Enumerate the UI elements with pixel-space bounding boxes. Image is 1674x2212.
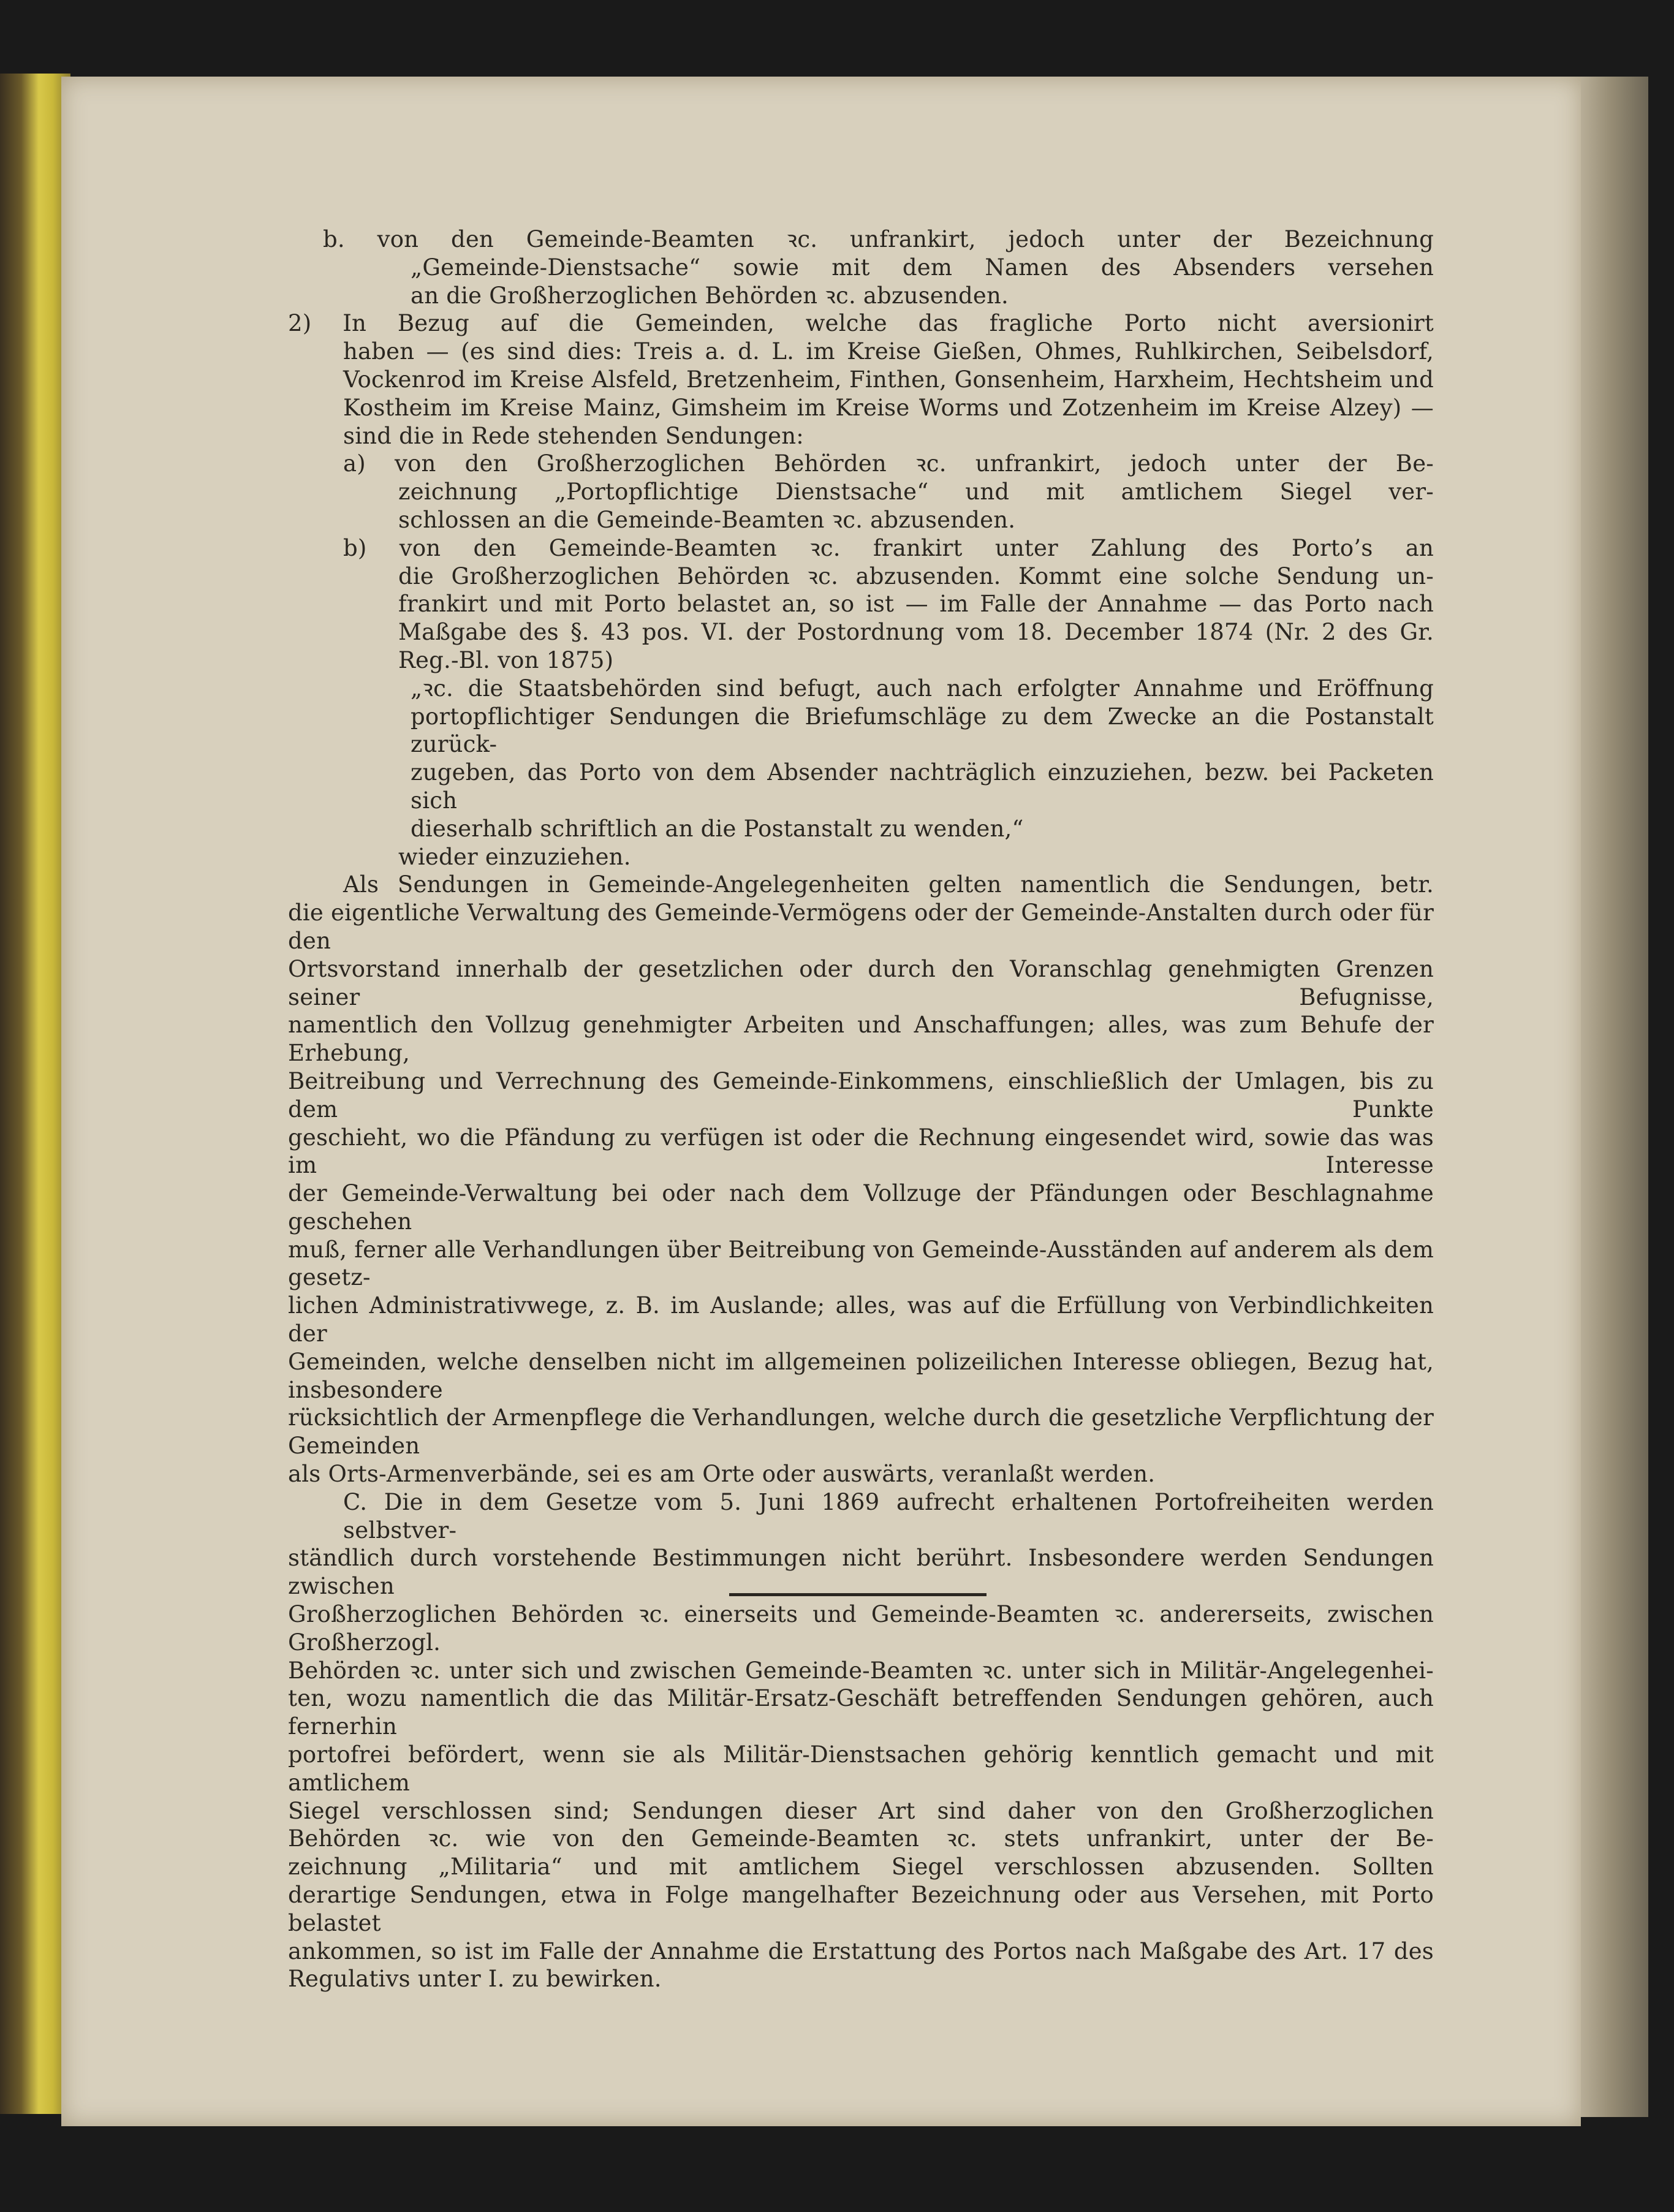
text-line: zeichnung „Militaria“ und mit amtlichem Siegel verschlossen abzusenden. Sollten — [288, 1854, 1434, 1881]
text-line: portopflichtiger Sendungen die Briefumschläge zu dem Zwecke an die Postanstalt zurück- — [411, 703, 1434, 758]
text-line: Maßgabe des §. 43 pos. VI. der Postordnung vom 18. December 1874 (Nr. 2 des Gr. — [398, 619, 1434, 646]
text-line: muß, ferner alle Verhandlungen über Beitreibung von Gemeinde-Ausständen auf anderem als dem gesetz- — [288, 1236, 1434, 1291]
text-line: die eigentliche Verwaltung des Gemeinde-Vermögens oder der Gemeinde-Anstalten durch oder für den — [288, 900, 1434, 954]
text-line: Regulativs unter I. zu bewirken. — [288, 1966, 662, 1993]
text-line: ankommen, so ist im Falle der Annahme die Erstattung des Portos nach Maßgabe des Art. 17 des — [288, 1937, 1434, 1964]
text-line: Siegel verschlossen sind; Sendungen dieser Art sind daher von den Großherzoglichen — [288, 1797, 1434, 1824]
text-line: Beitreibung und Verrechnung des Gemeinde-Einkommens, einschließlich der Umlagen, bis zu dem Punkte — [288, 1067, 1434, 1123]
text-line: Großherzoglichen Behörden ꝛc. einerseits und Gemeinde-Beamten ꝛc. andererseits, zwischen Großherzogl. — [288, 1601, 1434, 1656]
text-line: geschieht, wo die Pfändung zu verfügen ist oder die Rechnung eingesendet wird, sowie das was im Interesse — [288, 1124, 1434, 1179]
text-line: Ortsvorstand innerhalb der gesetzlichen oder durch den Voranschlag genehmigten Grenzen seiner Befugnisse, — [288, 955, 1434, 1010]
text-line: Kostheim im Kreise Mainz, Gimsheim im Kreise Worms und Zotzenheim im Kreise Alzey) — — [343, 394, 1434, 421]
text-line: „ꝛc. die Staatsbehörden sind befugt, auch nach erfolgter Annahme und Eröffnung — [411, 675, 1434, 702]
text-line: schlossen an die Gemeinde-Beamten ꝛc. abzusenden. — [398, 506, 1016, 533]
text-line: sind die in Rede stehenden Sendungen: — [343, 422, 804, 449]
text-line: b. von den Gemeinde-Beamten ꝛc. unfrankirt, jedoch unter der Bezeichnung — [323, 226, 1434, 252]
text-line: als Orts-Armenverbände, sei es am Orte oder auswärts, veranlaßt werden. — [288, 1461, 1156, 1488]
text-line: portofrei befördert, wenn sie als Militär-Dienstsachen gehörig kenntlich gemacht und mit amtlichem — [288, 1741, 1434, 1796]
text-line: Reg.-Bl. von 1875) — [398, 646, 614, 673]
text-line: ten, wozu namentlich die das Militär-Ersatz-Geschäft betreffenden Sendungen gehören, auch fernerhin — [288, 1685, 1434, 1740]
text-line: wieder einzuziehen. — [398, 843, 631, 870]
section-divider — [729, 1593, 987, 1596]
text-line: derartige Sendungen, etwa in Folge mangelhafter Bezeichnung oder aus Versehen, mit Porto belastet — [288, 1882, 1434, 1936]
text-line: a) von den Großherzoglichen Behörden ꝛc. unfrankirt, jedoch unter der Be- — [343, 450, 1434, 477]
text-line: 2) In Bezug auf die Gemeinden, welche das fragliche Porto nicht aversionirt — [288, 310, 1434, 337]
text-line: Behörden ꝛc. unter sich und zwischen Gemeinde-Beamten ꝛc. unter sich in Militär-Angelegenhei- — [288, 1657, 1434, 1684]
text-line: zugeben, das Porto von dem Absender nachträglich einzuziehen, bezw. bei Packeten sich — [411, 759, 1434, 814]
text-line: rücksichtlich der Armenpflege die Verhandlungen, welche durch die gesetzliche Verpflichtung der Gemeinden — [288, 1404, 1434, 1460]
text-line: haben — (es sind dies: Treis a. d. L. im Kreise Gießen, Ohmes, Ruhlkirchen, Seibelsdorf, — [343, 338, 1434, 365]
text-line: namentlich den Vollzug genehmigter Arbeiten und Anschaffungen; alles, was zum Behufe der Erhebung, — [288, 1012, 1434, 1067]
document-text — [288, 225, 1434, 1993]
page-edge — [1581, 77, 1648, 2117]
text-line: frankirt und mit Porto belastet an, so ist — im Falle der Annahme — das Porto nach — [398, 591, 1434, 618]
text-line: ständlich durch vorstehende Bestimmungen nicht berührt. Insbesondere werden Sendungen zwischen — [288, 1545, 1434, 1600]
text-line: die Großherzoglichen Behörden ꝛc. abzusenden. Kommt eine solche Sendung un- — [398, 562, 1434, 589]
text-line: zeichnung „Portopflichtige Dienstsache“ und mit amtlichem Siegel ver- — [398, 479, 1434, 506]
text-line: „Gemeinde-Dienstsache“ sowie mit dem Namen des Absenders versehen — [411, 254, 1434, 281]
text-line: Vockenrod im Kreise Alsfeld, Bretzenheim, Finthen, Gonsenheim, Harxheim, Hechtsheim und — [343, 366, 1434, 393]
text-line: dieserhalb schriftlich an die Postanstalt zu wenden,“ — [411, 815, 1024, 842]
text-line: b) von den Gemeinde-Beamten ꝛc. frankirt unter Zahlung des Porto’s an — [343, 534, 1434, 561]
text-line: Behörden ꝛc. wie von den Gemeinde-Beamten ꝛc. stets unfrankirt, unter der Be- — [288, 1825, 1434, 1852]
book-spine — [0, 74, 70, 2114]
text-line: an die Großherzoglichen Behörden ꝛc. abzusenden. — [411, 282, 1009, 309]
text-line: Als Sendungen in Gemeinde-Angelegenheiten gelten namentlich die Sendungen, betr. — [343, 871, 1434, 898]
text-line: der Gemeinde-Verwaltung bei oder nach dem Vollzuge der Pfändungen oder Beschlagnahme geschehen — [288, 1180, 1434, 1235]
text-line: Gemeinden, welche denselben nicht im allgemeinen polizeilichen Interesse obliegen, Bezug hat, insbesondere — [288, 1348, 1434, 1403]
text-line: C. Die in dem Gesetze vom 5. Juni 1869 aufrecht erhaltenen Portofreiheiten werden selbstver- — [343, 1488, 1434, 1543]
text-line: lichen Administrativwege, z. B. im Auslande; alles, was auf die Erfüllung von Verbindlichkeiten der — [288, 1292, 1434, 1347]
